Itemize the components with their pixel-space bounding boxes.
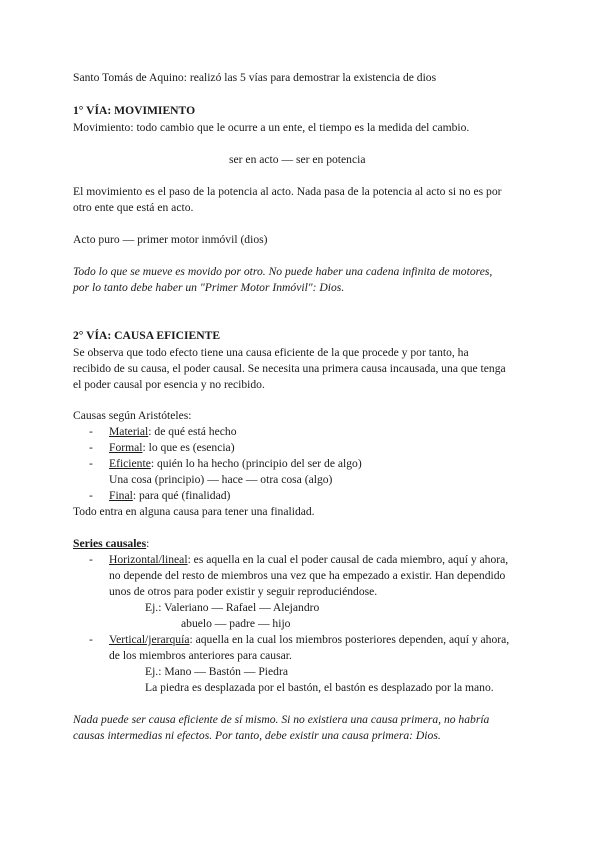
- causa-term: Material: [109, 425, 149, 438]
- horizontal-example-1: Ej.: Valeriano — Rafael — Alejandro: [145, 601, 320, 614]
- causa-term: Eficiente: [109, 457, 151, 470]
- list-dash: -: [89, 489, 93, 502]
- causa-term: Final: [109, 489, 133, 502]
- intro-line: Santo Tomás de Aquino: realizó las 5 vías para demostrar la existencia de dios: [73, 71, 437, 84]
- via1-conclusion-line-1: Todo lo que se mueve es movido por otro. No puede haber una cadena infinita de motores,: [73, 265, 493, 278]
- via2-conclusion-line-2: causas intermedias ni efectos. Por tanto, debe existir una causa primera: Dios.: [73, 729, 441, 742]
- horizontal-line-2: no depende del resto de miembros una vez que ha empezado a existir. Han dependido: [109, 569, 506, 582]
- list-item-eficiente: [109, 456, 362, 472]
- via1-paragraph-line-2: otro ente que está en acto.: [73, 201, 194, 214]
- via1-acto-puro: Acto puro — primer motor inmóvil (dios): [73, 233, 268, 246]
- via2-paragraph-line-3: el poder causal por esencia y no recibido.: [73, 378, 265, 391]
- list-dash: -: [89, 553, 93, 566]
- via1-heading: 1° VÍA: MOVIMIENTO: [73, 104, 196, 117]
- horizontal-line-1: [109, 552, 508, 568]
- series-title-text: Series causales: [73, 537, 147, 550]
- list-item-material: [109, 424, 237, 440]
- vertical-line-2: de los miembros anteriores para causar.: [109, 649, 292, 662]
- via1-center-line: ser en acto — ser en potencia: [229, 153, 366, 166]
- todo-entra-line: Todo entra en alguna causa para tener una finalidad.: [73, 505, 315, 518]
- via2-conclusion-line-1: Nada puede ser causa eficiente de sí mismo. Si no existiera una causa primera, no habría: [73, 713, 490, 726]
- via1-paragraph-line-1: El movimiento es el paso de la potencia al acto. Nada pasa de la potencia al acto si no es por: [73, 185, 502, 198]
- eficiente-extra: Una cosa (principio) — hace — otra cosa (algo): [109, 473, 333, 486]
- causa-desc: : lo que es (esencia): [142, 441, 235, 454]
- list-dash: -: [89, 425, 93, 438]
- vertical-desc: : aquella en la cual los miembros posteriores dependen, aquí y ahora,: [189, 633, 510, 646]
- vertical-example-2: La piedra es desplazada por el bastón, el bastón es desplazado por la mano.: [145, 681, 494, 694]
- via2-heading: 2° VÍA: CAUSA EFICIENTE: [73, 329, 221, 342]
- via1-definition: Movimiento: todo cambio que le ocurre a un ente, el tiempo es la medida del cambio.: [73, 121, 470, 134]
- list-dash: -: [89, 633, 93, 646]
- causas-title: Causas según Aristóteles:: [73, 409, 192, 422]
- via2-paragraph-line-1: Se observa que todo efecto tiene una causa eficiente de la que procede y por tanto, ha: [73, 346, 469, 359]
- causa-desc: : de qué está hecho: [148, 425, 237, 438]
- horizontal-desc: : es aquella en la cual el poder causal de cada miembro, aquí y ahora,: [187, 553, 509, 566]
- causa-desc: : para qué (finalidad): [132, 489, 231, 502]
- series-title-colon: :: [146, 537, 150, 550]
- vertical-example-1: Ej.: Mano — Bastón — Piedra: [145, 665, 288, 678]
- horizontal-term: Horizontal/lineal: [109, 553, 188, 566]
- list-dash: -: [89, 441, 93, 454]
- list-item-formal: [109, 440, 235, 456]
- list-dash: -: [89, 457, 93, 470]
- list-item-final: [109, 488, 230, 504]
- horizontal-line-3: unos de otros para poder existir y seguir reproduciéndose.: [109, 585, 378, 598]
- vertical-term: Vertical/jerarquía: [109, 633, 190, 646]
- via2-paragraph-line-2: recibido de su causa, el poder causal. Se necesita una primera causa incausada, una que tenga: [73, 362, 506, 375]
- series-title: [73, 536, 149, 552]
- via1-conclusion-line-2: por lo tanto debe haber un "Primer Motor Inmóvil": Dios.: [73, 281, 345, 294]
- horizontal-example-2: abuelo — padre — hijo: [181, 617, 291, 630]
- causa-term: Formal: [109, 441, 143, 454]
- causa-desc: : quién lo ha hecho (principio del ser de algo): [150, 457, 362, 470]
- vertical-line-1: [109, 632, 509, 648]
